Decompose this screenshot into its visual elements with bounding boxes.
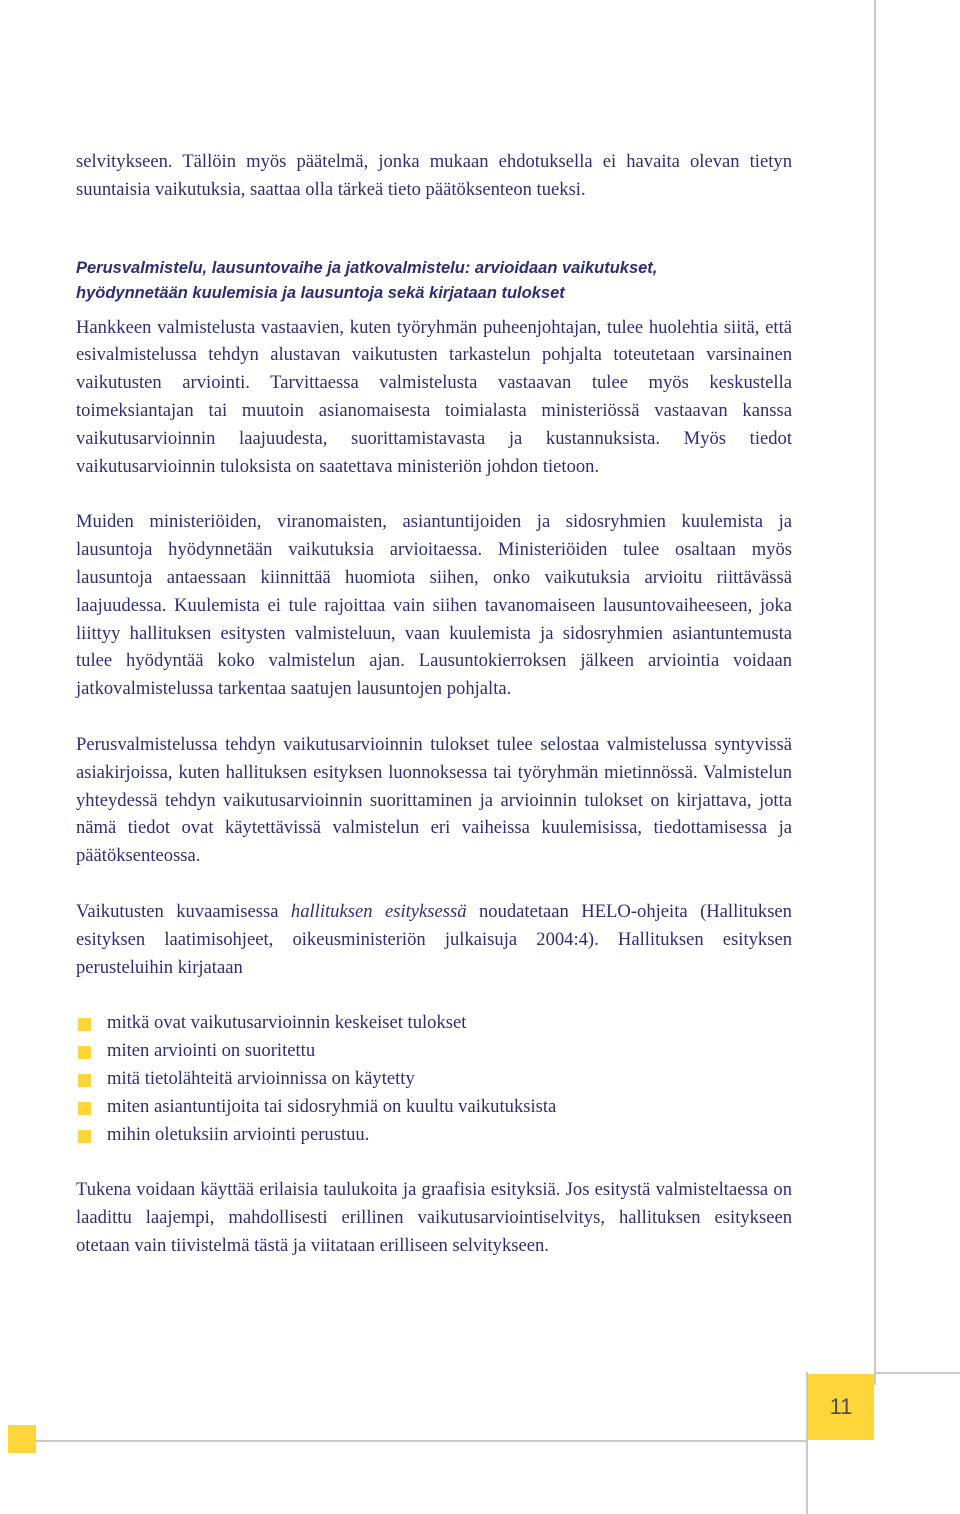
paragraph-4-text-end: noudatetaan HELO-ohjeita (Hallituksen esityksen laatimisohjeet, oikeusministeriön julkaisuja 2004:4). Hallituksen esityksen perusteluihin kirjataan bbox=[76, 900, 792, 978]
bullet-list bbox=[76, 1009, 792, 1148]
right-margin-rule bbox=[874, 0, 876, 1385]
list-item bbox=[76, 1121, 792, 1149]
square-bullet-icon bbox=[78, 1018, 91, 1031]
corner-square-decoration bbox=[8, 1425, 36, 1453]
paragraph-3: Perusvalmistelussa tehdyn vaikutusarvioinnin tulokset tulee selostaa valmistelussa syntyvissä asiakirjoissa, kuten hallituksen esityksen luonnoksessa tai työryhmän mietinnössä. Valmistelun yhteydessä tehdyn vaikutusarvioinnin suorittaminen ja arvioinnin tulokset on kirjattava, jotta nämä tiedot ovat käytettävissä valmistelun eri vaiheissa kuulemisissa, tiedottamisessa ja päätöksenteossa. bbox=[76, 733, 792, 867]
section-heading-line-1: Perusvalmistelu, lausuntovaihe ja jatkovalmistelu: arvioidaan vaikutukset, bbox=[76, 258, 658, 277]
tab-rule bbox=[876, 1372, 960, 1374]
intro-paragraph: selvitykseen. Tällöin myös päätelmä, jonka mukaan ehdotuksella ei havaita olevan tietyn suuntaisia vaikutuksia, saattaa olla tärkeä tieto päätöksenteon tueksi. bbox=[76, 151, 792, 200]
paragraph-1: Hankkeen valmistelusta vastaavien, kuten työryhmän puheenjohtajan, tulee huolehtia siitä, että esivalmistelussa tehdyn alustavan vaikutusten tarkastelun pohjalta toteutetaan varsinainen vaikutusten arviointi. Tarvittaessa valmistelusta vastaavan tulee myös keskustella toimeksiantajan tai muutoin asianomaisesta toimialasta ministeriössä vastaavan kanssa vaikutusarvioinnin laajuudesta, suorittamistavasta ja kustannuksista. Myös tiedot vaikutusarvioinnin tuloksista on saatettava ministeriön johdon tietoon. bbox=[76, 316, 792, 477]
page-body bbox=[76, 148, 792, 1260]
page-number: 11 bbox=[808, 1374, 874, 1440]
paragraph-2: Muiden ministeriöiden, viranomaisten, asiantuntijoiden ja sidosryhmien kuulemista ja lausuntoja hyödynnetään vaikutuksia arvioitaessa. Ministeriöiden tulee osaltaan myös lausuntoja antaessaan kiinnittää huomiota siihen, onko vaikutuksia arvioitu riittävässä laajuudessa. Kuulemista ei tule rajoittaa vain siihen tavanomaiseen lausuntovaiheeseen, joka liittyy hallituksen esitysten valmisteluun, vaan kuulemista ja sidosryhmien asiantuntemusta tulee hyödyntää koko valmistelun ajan. Lausuntokierroksen jälkeen arviointia voidaan jatkovalmistelussa tarkentaa saatujen lausuntojen pohjalta. bbox=[76, 511, 792, 700]
square-bullet-icon bbox=[78, 1074, 91, 1087]
list-item-text: miten asiantuntijoita tai sidosryhmiä on kuultu vaikutuksista bbox=[107, 1095, 557, 1117]
list-item bbox=[76, 1065, 792, 1093]
square-bullet-icon bbox=[78, 1130, 91, 1143]
list-item-text: mihin oletuksiin arviointi perustuu. bbox=[107, 1123, 370, 1145]
square-bullet-icon bbox=[78, 1102, 91, 1115]
list-item-text: mitä tietolähteitä arvioinnissa on käytetty bbox=[107, 1067, 415, 1089]
paragraph-4-text: Vaikutusten kuvaamisessa bbox=[76, 900, 291, 922]
paragraph-5: Tukena voidaan käyttää erilaisia taulukoita ja graafisia esityksiä. Jos esitystä valmisteltaessa on laadittu laajempi, mahdollisesti erillinen vaikutusarviointiselvitys, hallituksen esitykseen otetaan vain tiivistelmä tästä ja viitataan erilliseen selvitykseen. bbox=[76, 1179, 792, 1256]
section-heading-line-2: hyödynnetään kuulemisia ja lausuntoja sekä kirjataan tulokset bbox=[76, 283, 565, 302]
section-heading bbox=[76, 256, 792, 306]
paragraph-4 bbox=[76, 898, 792, 981]
bottom-rule bbox=[20, 1440, 806, 1442]
list-item bbox=[76, 1009, 792, 1037]
list-item bbox=[76, 1093, 792, 1121]
square-bullet-icon bbox=[78, 1046, 91, 1059]
list-item-text: mitkä ovat vaikutusarvioinnin keskeiset tulokset bbox=[107, 1012, 467, 1034]
list-item-text: miten arviointi on suoritettu bbox=[107, 1040, 316, 1062]
paragraph-4-emphasis: hallituksen esityksessä bbox=[290, 900, 467, 922]
list-item bbox=[76, 1037, 792, 1065]
